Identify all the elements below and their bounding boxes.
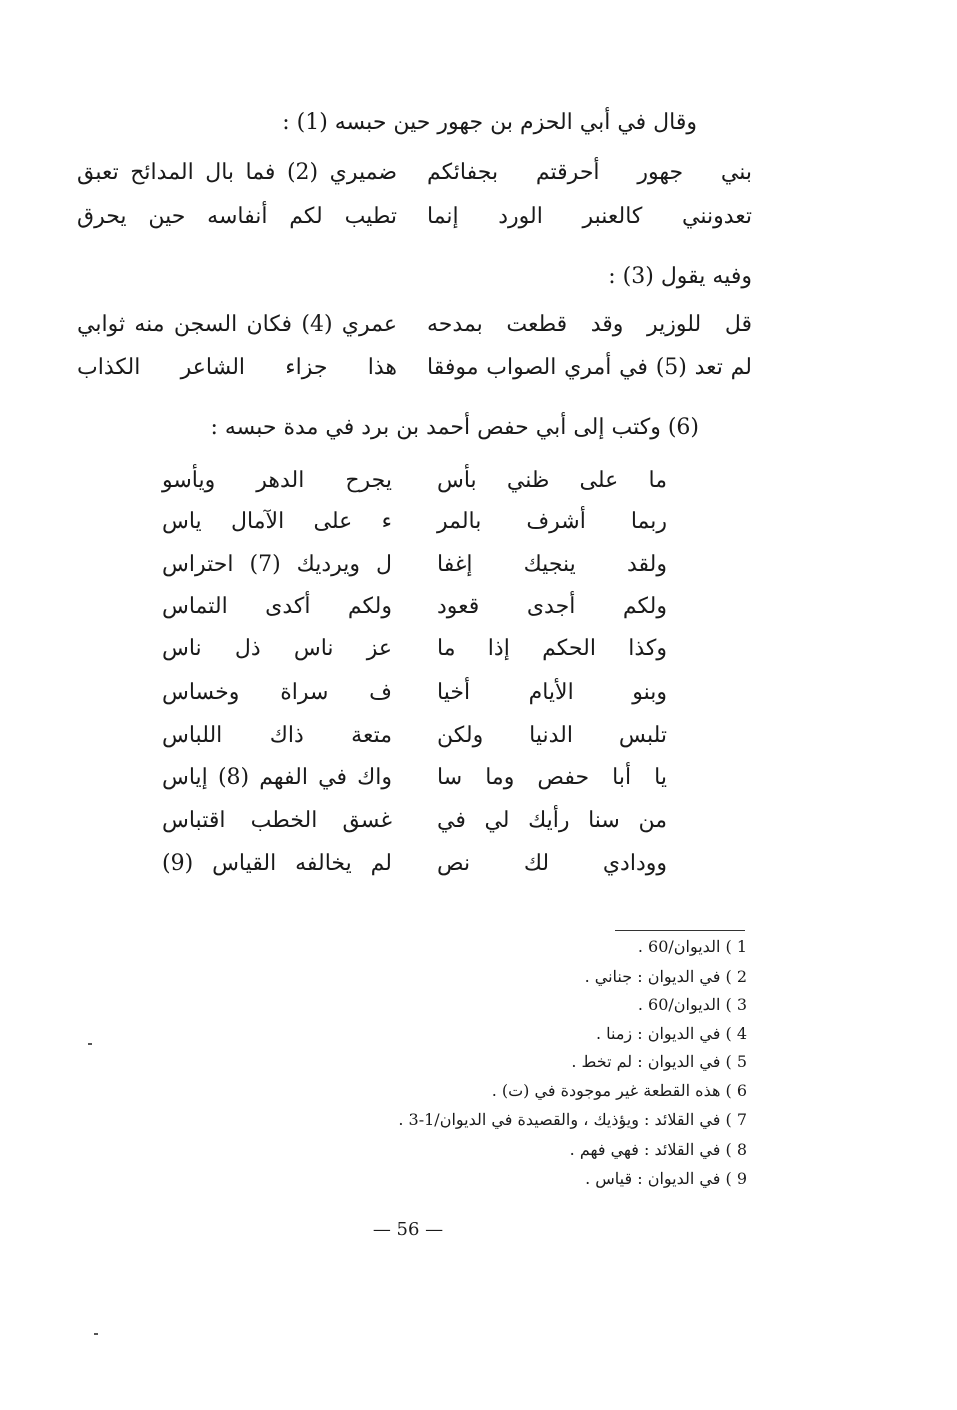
verse3-10-left: لم يخالفه القياس (9) [162, 851, 392, 876]
section1-heading: وقال في أبي الحزم بن جهور حين حبسه (1) : [282, 110, 697, 135]
footnote-8: 8 ) في القلائد : فهي فهم . [569, 1140, 747, 1159]
verse3-4-right: ولكم أجدى قعود [437, 594, 667, 619]
verse3-3-right: ولقد ينجيك إغفا [437, 552, 667, 577]
verse3-2-right: ربما أشرف بالمر [437, 509, 667, 534]
verse3-7-left: متعة ذاك اللباس [162, 723, 392, 748]
footnote-4: 4 ) في الديوان : زمنا . [595, 1024, 747, 1043]
verse1-2-right: تعدونني كالعنبر الورد إنما [427, 204, 752, 229]
verse2-1-left: عمري (4) فكان السجن منه ثوابي [77, 312, 398, 337]
verse2-2-right: لم تعد (5) في أمري الصواب موفقا [427, 355, 752, 380]
verse3-5-right: وكذا الحكم إذا ما [437, 636, 667, 661]
page-number: — 56 — [372, 1219, 444, 1240]
verse1-2-left: تطيب لكم أنفاسه حين يحرق [77, 204, 397, 229]
verse2-2-left: هذا جزاء الشاعر الكذاب [77, 355, 397, 380]
verse3-1-left: يجرح الدهر ويأسو [162, 468, 392, 493]
section2-heading: وفيه يقول (3) : [608, 264, 752, 289]
footnote-7: 7 ) في القلائد : ويؤذيك ، والقصيدة في الديوان/1-3 . [398, 1110, 747, 1129]
verse3-6-right: وبنو الأيام أخيا [437, 680, 667, 705]
footnote-separator [615, 930, 745, 931]
verse3-5-left: عز ناس ذل ناس [162, 636, 392, 661]
verse3-10-right: وودادي لك نص [437, 851, 667, 876]
verse1-1-right: بني جهور أحرقتم بجفائكم [427, 160, 752, 185]
verse3-8-right: يا أبا حفص وما سا [437, 765, 667, 790]
footnote-3: 3 ) الديوان/60 . [637, 995, 747, 1014]
verse3-4-left: ولكم أكدى التماس [162, 594, 392, 619]
verse2-1-right: قل للوزير وقد قطعت بمدحه [427, 312, 752, 337]
footnote-9: 9 ) في الديوان : قياس . [585, 1169, 747, 1188]
verse3-9-left: غسق الخطب اقتباس [162, 808, 392, 833]
section3-heading: (6) وكتب إلى أبي حفص أحمد بن برد في مدة حبسه : [210, 415, 699, 440]
scan-speck [88, 1043, 92, 1045]
scan-speck [94, 1333, 98, 1335]
verse3-7-right: تلبس الدنيا ولكن [437, 723, 667, 748]
verse3-8-left: واك في الفهم (8) إياس [162, 765, 392, 790]
verse3-2-left: ء على الآمال ياس [162, 509, 392, 534]
verse1-1-left: ضميري (2) فما بال المدائح تعبق [77, 160, 397, 185]
verse3-3-left: ل ويرديك (7) احتراس [162, 552, 392, 577]
footnote-1: 1 ) الديوان/60 . [637, 937, 747, 956]
footnote-6: 6 ) هذه القطعة غير موجودة في (ت) . [491, 1081, 747, 1100]
verse3-1-right: ما على ظني بأس [437, 468, 667, 493]
verse3-9-right: من سنا رأيك لي في [437, 808, 667, 833]
verse3-6-left: ف سراة وخساس [162, 680, 392, 705]
footnote-5: 5 ) في الديوان : لم تخط . [571, 1052, 747, 1071]
footnote-2: 2 ) في الديوان : جناني . [584, 967, 747, 986]
